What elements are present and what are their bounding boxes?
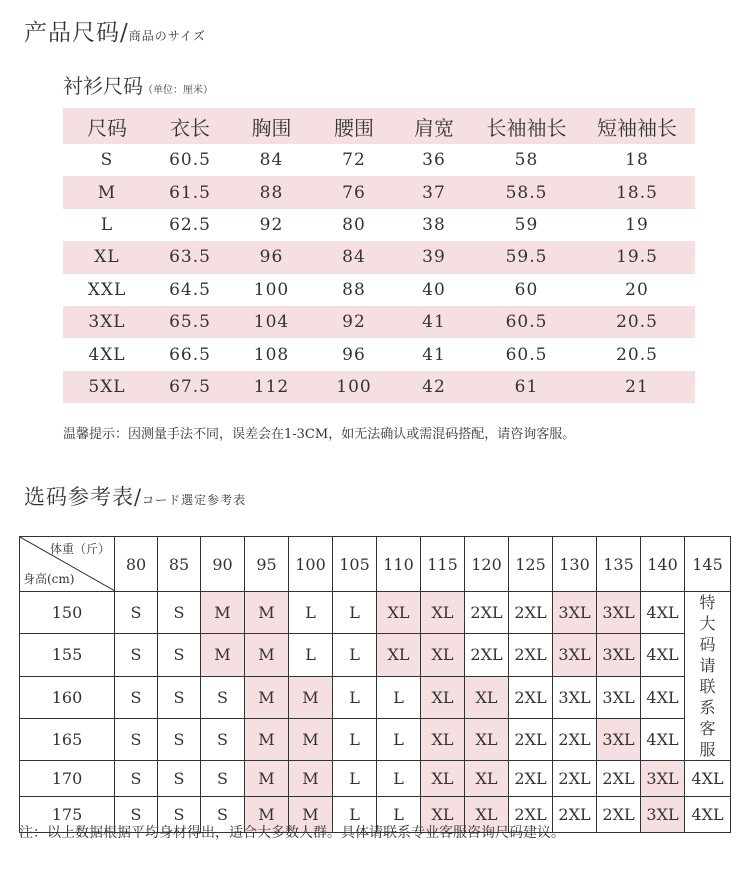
special-size-char: 大 [699,614,716,633]
size-cell: S [115,797,158,833]
size-label-cell: XXL [87,279,127,300]
footnote: 注：以上数据根据平均身材得出，适合大多数人群。具体请联系专业客服咨询尺码建议。 [19,825,565,841]
measurement-cell: 19 [625,214,649,235]
weight-header-cell: 115 [421,537,465,592]
measurement-cell: 67.5 [169,376,211,397]
measurement-cell: 60 [514,279,539,300]
size-row [63,274,695,306]
measurement-cell: 58.5 [505,182,548,203]
size-cell: 2XL [597,797,641,833]
shirt-size-title [63,70,213,99]
measurement-cell: 59.5 [505,247,548,268]
measurement-cell: 41 [422,344,446,365]
measurement-cell: 80 [342,214,366,235]
measurement-cell: 61.5 [169,182,211,203]
size-cell: 3XL [597,634,641,676]
reference-title [24,481,246,511]
weight-header-cell: 100 [289,537,333,592]
size-cell: S [201,676,245,718]
measurement-cell: 72 [342,150,366,171]
size-row [63,209,695,241]
height-label: 身高(cm) [23,572,75,586]
size-cell: S [158,797,201,833]
special-size-char: 特 [699,593,716,612]
measurement-cell: 38 [422,214,446,235]
weight-header-cell: 135 [597,537,641,592]
size-cell: M [245,797,289,833]
size-cell: 2XL [509,592,553,634]
measurement-cell: 92 [342,312,366,333]
size-cell: XL [421,592,465,634]
size-cell: S [115,634,158,676]
measurement-cell: 60.5 [169,150,211,171]
measurement-cell: 21 [625,376,649,397]
size-cell: 2XL [509,676,553,718]
measurement-cell: 18 [625,150,649,171]
size-cell: S [201,761,245,797]
shirt-size-unit: （单位：厘米） [143,85,213,96]
shirt-size-header-row [63,108,695,144]
size-cell: L [289,592,333,634]
size-cell: 2XL [509,718,553,760]
measurement-cell: 104 [253,312,290,333]
size-row [63,371,695,403]
size-row [63,144,695,176]
shirt-size-title-text: 衬衫尺码 [63,74,143,98]
header-cell: 胸围 [251,115,292,140]
header-cell: 短袖袖长 [597,115,677,140]
measurement-cell: 60.5 [505,312,548,333]
weight-header-cell: 85 [158,537,201,592]
measurement-cell: 41 [422,312,446,333]
product-size-title [24,14,206,47]
special-size-char: 请 [699,656,716,675]
measurement-cell: 63.5 [169,247,211,268]
measurement-cell: 40 [422,279,446,300]
measurement-cell: 88 [342,279,366,300]
size-cell: S [115,718,158,760]
size-cell: M [245,634,289,676]
size-cell: 2XL [509,634,553,676]
reference-row [20,592,731,634]
measurement-cell: 20.5 [616,344,658,365]
size-cell: L [377,676,421,718]
size-cell: S [115,676,158,718]
measurement-cell: 20.5 [616,312,658,333]
size-cell: 4XL [641,592,685,634]
product-size-title-main: 产品尺码/ [24,20,129,46]
size-cell: 3XL [553,676,597,718]
height-cell: 160 [20,676,115,718]
size-label-cell: XL [94,247,120,268]
special-size-char: 码 [699,635,716,654]
special-size-contact-cell [685,592,731,761]
size-cell: XL [465,761,509,797]
size-cell: XL [421,676,465,718]
size-cell: S [201,797,245,833]
size-cell: 3XL [553,634,597,676]
size-cell: S [158,634,201,676]
size-cell: L [377,761,421,797]
size-cell: 2XL [509,761,553,797]
size-cell: 2XL [465,592,509,634]
size-cell: 3XL [641,797,685,833]
size-cell: 3XL [641,761,685,797]
size-cell: XL [421,761,465,797]
size-cell: 4XL [641,634,685,676]
measurement-cell: 59 [514,214,539,235]
size-cell: 3XL [597,676,641,718]
size-cell: S [115,761,158,797]
reference-row [20,761,731,797]
size-cell: L [289,634,333,676]
size-cell: 3XL [553,592,597,634]
measurement-cell: 64.5 [169,279,211,300]
measurement-cell: 60.5 [505,344,548,365]
weight-header-cell: 120 [465,537,509,592]
size-cell: 3XL [597,592,641,634]
weight-header-cell: 105 [333,537,377,592]
size-label-cell: S [100,150,114,171]
size-row [63,241,695,273]
size-cell: M [245,676,289,718]
measurement-cell: 100 [253,279,290,300]
weight-header-cell: 110 [377,537,421,592]
size-cell: L [377,718,421,760]
height-cell: 170 [20,761,115,797]
size-cell: 2XL [509,797,553,833]
size-cell: L [333,634,377,676]
weight-header-cell: 130 [553,537,597,592]
measurement-cell: 100 [336,376,372,397]
size-cell: 4XL [641,718,685,760]
size-cell: M [245,761,289,797]
height-cell: 165 [20,718,115,760]
size-cell: XL [465,676,509,718]
weight-header-cell: 90 [201,537,245,592]
size-reference-table [19,536,731,833]
size-cell: L [333,718,377,760]
size-cell: 2XL [553,761,597,797]
measurement-cell: 88 [259,182,284,203]
measurement-cell: 65.5 [169,312,211,333]
measurement-cell: 37 [422,182,446,203]
size-row [63,176,695,208]
shirt-size-table [63,108,695,403]
size-cell: 3XL [597,718,641,760]
size-label-cell: 3XL [88,312,126,333]
measurement-cell: 39 [422,247,446,268]
measurement-cell: 84 [259,150,284,171]
special-size-char: 系 [699,698,716,717]
header-cell: 长袖袖长 [486,115,567,140]
size-cell: S [158,676,201,718]
size-cell: M [289,718,333,760]
special-size-char: 服 [699,740,716,759]
measurement-cell: 96 [259,247,284,268]
weight-header-cell: 125 [509,537,553,592]
size-cell: M [289,797,333,833]
measurement-cell: 36 [422,150,446,171]
size-cell: S [201,718,245,760]
size-cell: XL [465,718,509,760]
size-cell: 2XL [553,797,597,833]
header-cell: 衣长 [170,115,210,140]
size-cell: M [289,676,333,718]
size-cell: XL [377,592,421,634]
weight-header-cell: 80 [115,537,158,592]
measurement-cell: 62.5 [169,214,211,235]
weight-label: 体重（斤） [49,542,110,556]
size-row [63,338,695,370]
size-cell: L [377,797,421,833]
size-cell: M [289,761,333,797]
size-cell: S [158,718,201,760]
reference-title-main: 选码参考表/ [24,485,143,509]
height-cell: 175 [20,797,115,833]
size-cell: L [333,592,377,634]
measurement-cell: 112 [253,376,290,397]
measurement-cell: 108 [253,344,290,365]
measurement-cell: 58 [514,150,539,171]
size-cell: XL [377,634,421,676]
size-cell: M [245,592,289,634]
special-size-char: 客 [699,719,716,738]
size-cell: XL [421,634,465,676]
weight-header-cell: 145 [685,537,731,592]
measurement-cell: 84 [342,247,366,268]
height-cell: 150 [20,592,115,634]
size-cell: 4XL [685,797,731,833]
measurement-cell: 92 [259,214,284,235]
weight-header-cell: 95 [245,537,289,592]
size-cell: 2XL [597,761,641,797]
reference-row [20,718,731,760]
size-label-cell: 4XL [88,344,126,365]
size-cell: 4XL [641,676,685,718]
product-size-title-sub: 商品のサイズ [128,29,206,43]
measurement-cell: 19.5 [616,247,658,268]
measurement-cell: 96 [342,344,366,365]
size-cell: M [201,634,245,676]
size-cell: XL [465,797,509,833]
size-cell: XL [421,718,465,760]
special-size-char: 联 [699,677,716,696]
size-cell: L [333,797,377,833]
size-label-cell: 5XL [88,376,126,397]
measurement-cell: 61 [514,376,539,397]
measurement-cell: 20 [625,279,649,300]
size-cell: S [115,592,158,634]
corner-header-cell [20,537,115,592]
header-cell: 腰围 [334,115,374,140]
size-label-cell: M [97,182,117,203]
size-cell: S [158,592,201,634]
measurement-cell: 66.5 [169,344,211,365]
weight-header-cell: 140 [641,537,685,592]
size-cell: L [333,761,377,797]
size-cell: 2XL [465,634,509,676]
size-cell: L [333,676,377,718]
header-cell: 尺码 [87,115,127,140]
header-cell: 肩宽 [414,115,454,140]
measurement-cell: 18.5 [616,182,658,203]
measurement-tip: 温馨提示：因测量手法不同，误差会在1-3CM，如无法确认或需混码搭配，请咨询客服。 [63,427,576,442]
reference-title-sub: コード選定参考表 [142,493,247,507]
measurement-cell: 76 [342,182,366,203]
size-cell: S [158,761,201,797]
size-label-cell: L [100,214,114,235]
height-cell: 155 [20,634,115,676]
size-cell: M [201,592,245,634]
size-row [63,306,695,338]
measurement-cell: 42 [422,376,446,397]
size-cell: 4XL [685,761,731,797]
reference-row [20,676,731,718]
size-cell: 2XL [553,718,597,760]
reference-row [20,634,731,676]
size-cell: XL [421,797,465,833]
size-cell: M [245,718,289,760]
